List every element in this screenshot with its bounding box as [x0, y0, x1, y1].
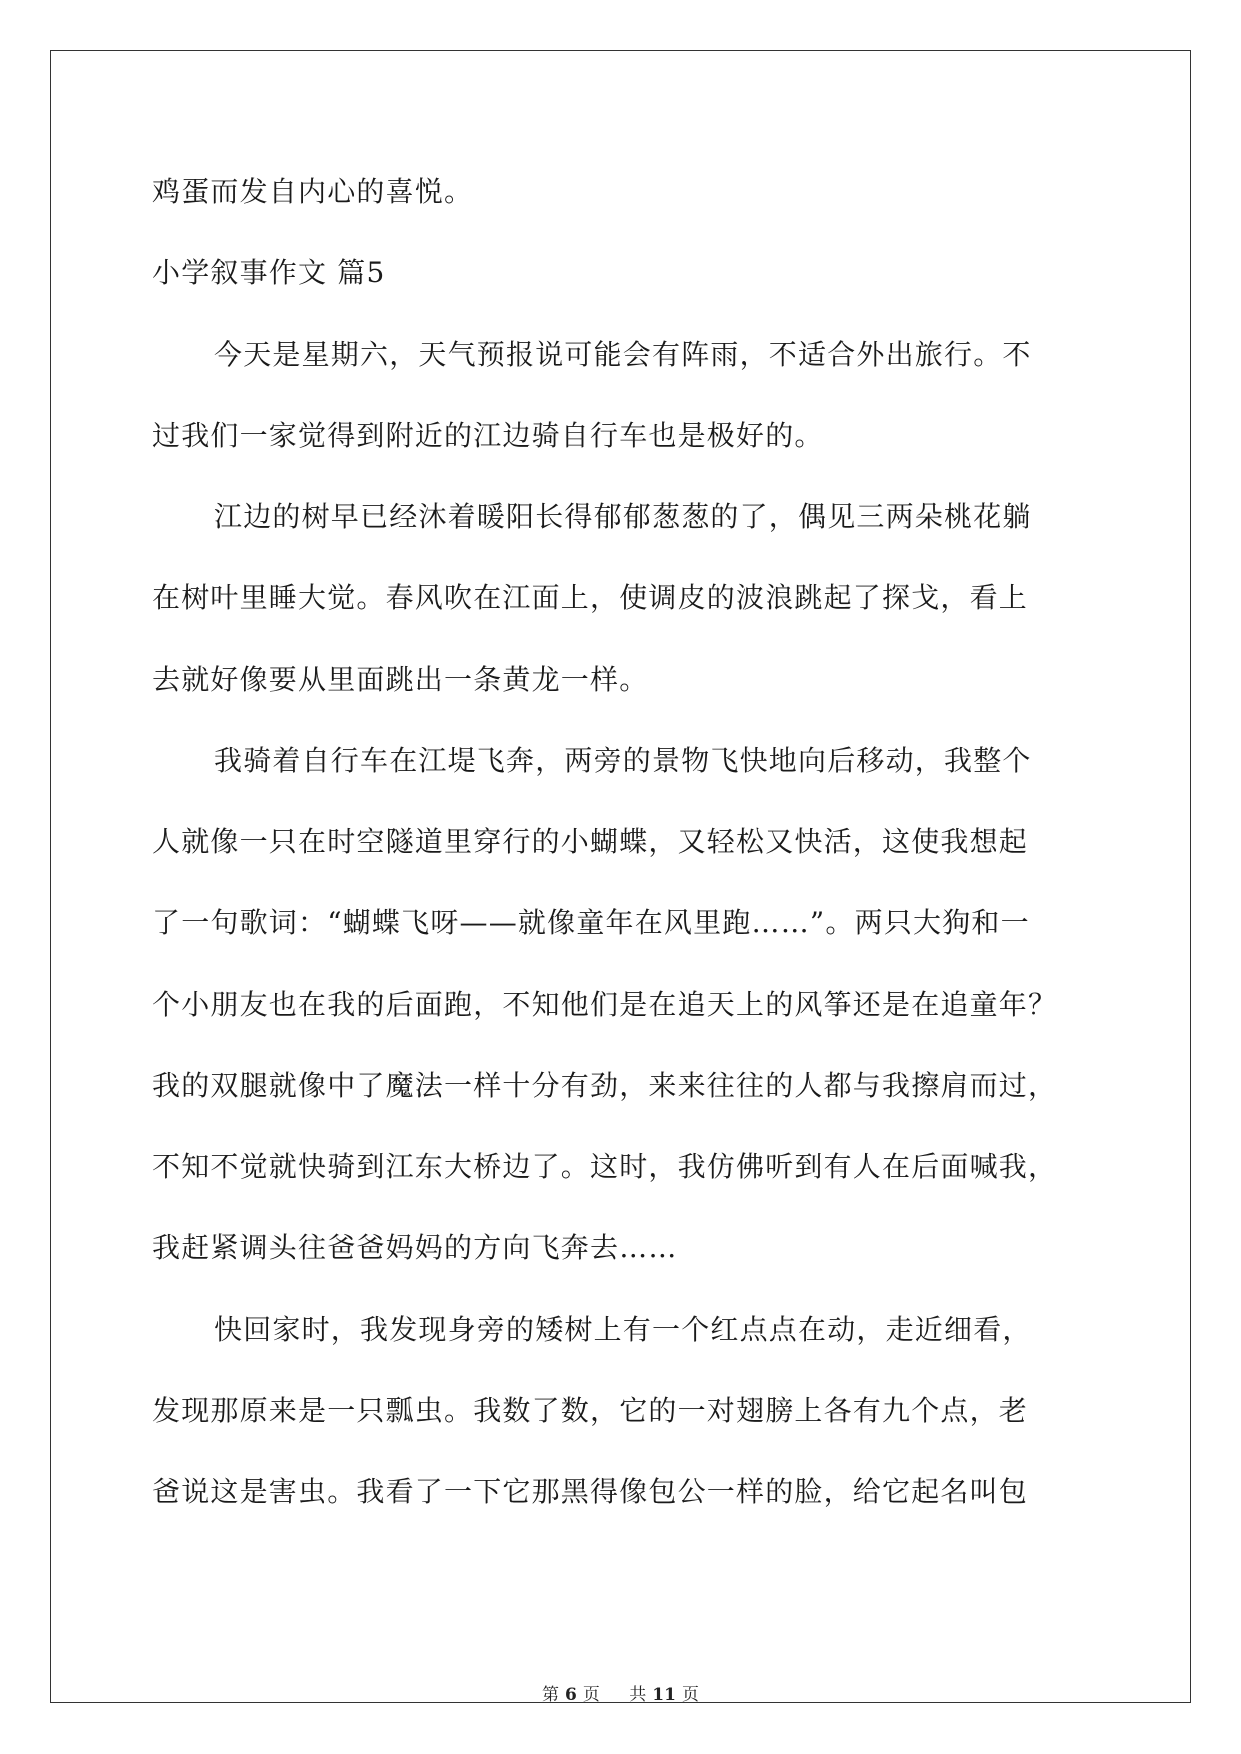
paragraph-line: 快回家时，我发现身旁的矮树上有一个红点点在动，走近细看， [214, 1313, 1032, 1346]
page-footer [0, 1680, 1241, 1705]
total-prefix: 共 [629, 1685, 647, 1705]
paragraph-line: 发现那原来是一只瓢虫。我数了数，它的一对翅膀上各有九个点，老 [152, 1394, 1029, 1427]
paragraph-line: 个小朋友也在我的后面跑，不知他们是在追天上的风筝还是在追童年？ [152, 988, 1058, 1021]
page-prefix: 第 [542, 1685, 560, 1705]
paragraph-line: 爸说这是害虫。我看了一下它那黑得像包公一样的脸，给它起名叫包 [152, 1475, 1029, 1508]
paragraph-line: 在树叶里睡大觉。春风吹在江面上，使调皮的波浪跳起了探戈，看上 [152, 581, 1029, 614]
paragraph-line: 江边的树早已经沐着暖阳长得郁郁葱葱的了，偶见三两朵桃花躺 [214, 500, 1032, 533]
page-border [50, 50, 1191, 1703]
page-indicator [536, 1685, 606, 1705]
total-pages: 11 [652, 1685, 676, 1705]
paragraph-line: 我骑着自行车在江堤飞奔，两旁的景物飞快地向后移动，我整个 [214, 744, 1032, 777]
paragraph-line: 人就像一只在时空隧道里穿行的小蝴蝶，又轻松又快活，这使我想起 [152, 825, 1029, 858]
total-indicator [623, 1685, 705, 1705]
section-heading: 小学叙事作文 篇5 [152, 256, 386, 289]
total-suffix: 页 [681, 1685, 699, 1705]
paragraph-line: 我的双腿就像中了魔法一样十分有劲，来来往往的人都与我擦肩而过， [152, 1069, 1058, 1102]
paragraph-line: 过我们一家觉得到附近的江边骑自行车也是极好的。 [152, 419, 824, 452]
paragraph-line: 我赶紧调头往爸爸妈妈的方向飞奔去…… [152, 1231, 678, 1264]
page-suffix: 页 [582, 1685, 600, 1705]
paragraph-line: 今天是星期六，天气预报说可能会有阵雨，不适合外出旅行。不 [214, 338, 1032, 371]
page-number: 6 [565, 1685, 577, 1705]
body-line: 鸡蛋而发自内心的喜悦。 [152, 175, 474, 208]
paragraph-line: 不知不觉就快骑到江东大桥边了。这时，我仿佛听到有人在后面喊我， [152, 1150, 1058, 1183]
paragraph-line: 去就好像要从里面跳出一条黄龙一样。 [152, 663, 649, 696]
paragraph-line: 了一句歌词：“蝴蝶飞呀——就像童年在风里跑……”。两只大狗和一 [152, 906, 1030, 939]
